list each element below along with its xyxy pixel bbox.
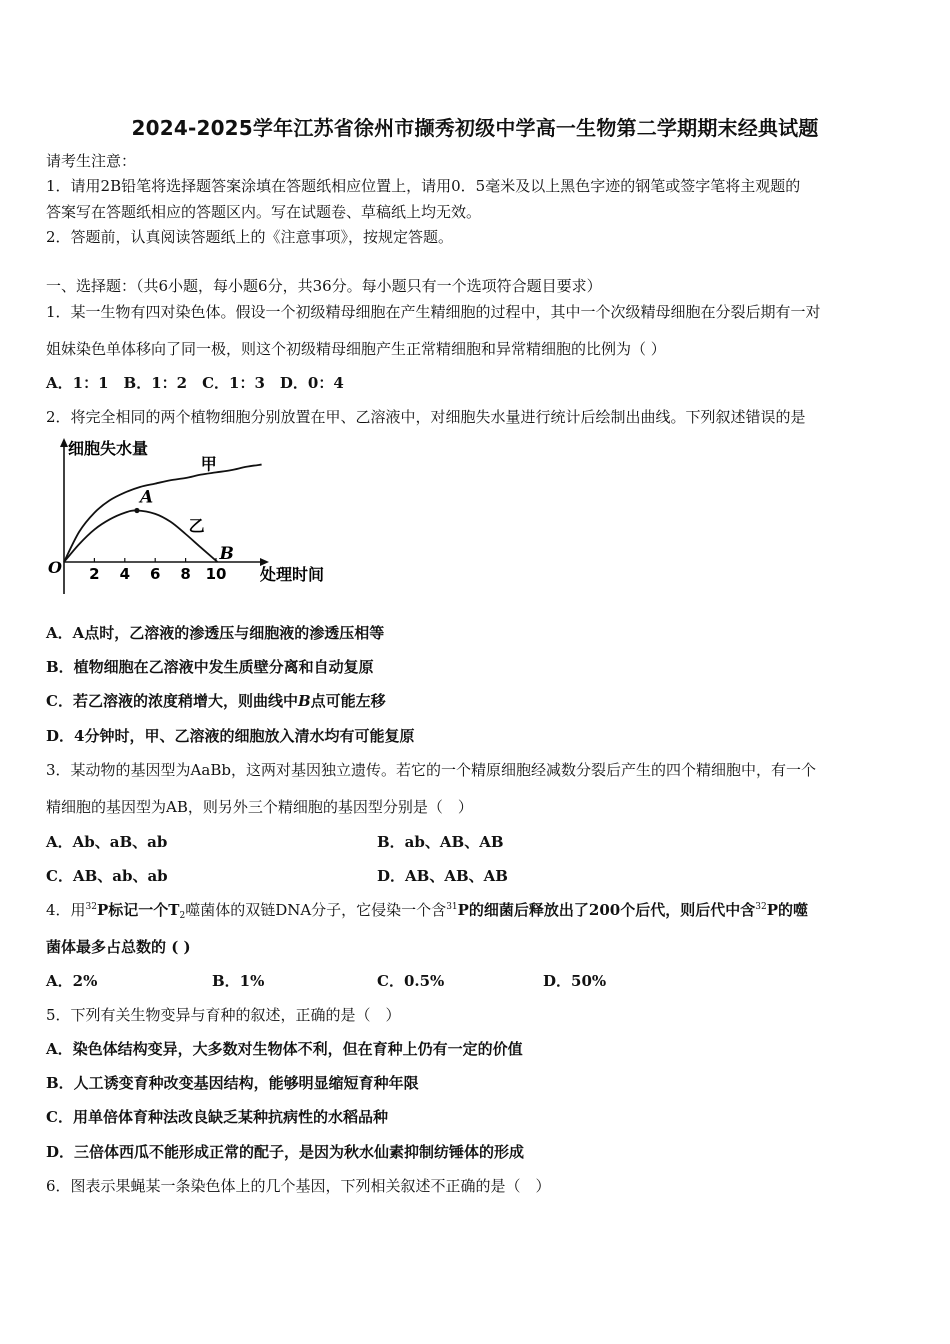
point-a-label: A — [139, 487, 154, 508]
q4-sup-3: 32 — [755, 902, 767, 912]
series-yi-label: 乙 — [188, 516, 205, 536]
page-title: 2024-2025学年江苏省徐州市撷秀初级中学高一生物第二学期期末经典试题 — [131, 116, 819, 140]
question-4-line-1 — [46, 901, 808, 919]
option-c-text-1: C．若乙溶液的浓度稍增大，则曲线中 — [46, 692, 298, 710]
notice-item-1-line-2: 答案写在答题纸相应的答题区内。写在试题卷、草稿纸上均无效。 — [46, 203, 482, 221]
question-3-option-c: C．AB、ab、ab — [46, 867, 168, 885]
water-loss-chart — [44, 434, 344, 600]
question-6-stem: 6．图表示果蝇某一条染色体上的几个基因，下列相关叙述不正确的是（ ） — [46, 1177, 551, 1195]
q4-text-2: P标记一个T — [97, 901, 180, 919]
question-3-option-b: B．ab、AB、AB — [377, 833, 504, 851]
question-1-line-1: 1．某一生物有四对染色体。假设一个初级精母细胞在产生精细胞的过程中，其中一个次级精母细胞在分裂后期有一对 — [46, 303, 821, 321]
question-2-stem: 2．将完全相同的两个植物细胞分别放置在甲、乙溶液中，对细胞失水量进行统计后绘制出曲线。下列叙述错误的是 — [46, 408, 806, 426]
x-tick-label: 6 — [149, 565, 161, 583]
x-tick-label: 2 — [89, 565, 100, 583]
origin-label: O — [48, 558, 62, 577]
question-3-option-a: A．Ab、aB、ab — [46, 833, 168, 851]
question-1-line-2: 姐妹染色单体移向了同一极，则这个初级精母细胞产生正常精细胞和异常精细胞的比例为（ ） — [46, 340, 666, 358]
question-4-option-d: D．50% — [543, 972, 607, 990]
q4-text-5: P的噬 — [766, 901, 808, 919]
point-a-marker — [134, 508, 139, 513]
question-4-option-a: A．2% — [46, 972, 98, 990]
x-tick-label: 4 — [119, 565, 131, 583]
q4-text-1: 4．用 — [46, 901, 86, 919]
question-1-options: A．1：1 B．1：2 C．1：3 D．0：4 — [46, 374, 344, 392]
y-axis-label: 细胞失水量 — [68, 439, 149, 458]
question-2-option-b: B．植物细胞在乙溶液中发生质壁分离和自动复原 — [46, 658, 374, 676]
question-2-option-a: A．A点时，乙溶液的渗透压与细胞液的渗透压相等 — [46, 624, 385, 642]
question-4-line-2: 菌体最多占总数的 ( ) — [46, 938, 191, 956]
series-jia-label: 甲 — [200, 454, 217, 474]
notice-item-1-line-1: 1．请用2B铅笔将选择题答案涂填在答题纸相应位置上，请用0．5毫米及以上黑色字迹的钢笔或签字笔将主观题的 — [46, 177, 801, 195]
x-tick-label: 8 — [180, 565, 191, 583]
question-5-option-b: B．人工诱变育种改变基因结构，能够明显缩短育种年限 — [46, 1074, 419, 1092]
section-heading: 一、选择题：（共6小题，每小题6分，共36分。每小题只有一个选项符合题目要求） — [46, 277, 602, 295]
question-2-option-c — [46, 692, 386, 710]
point-b-label: B — [219, 544, 234, 564]
x-axis-label: 处理时间 — [260, 565, 325, 584]
option-c-text-2: 点可能左移 — [310, 692, 386, 710]
question-4-option-b: B．1% — [212, 972, 265, 990]
q4-text-3: 噬菌体的双链DNA分子，它侵染一个含 — [185, 901, 447, 919]
x-tick-label: 10 — [205, 565, 227, 583]
question-3-line-2: 精细胞的基因型为AB，则另外三个精细胞的基因型分别是（ ） — [46, 798, 473, 816]
y-axis-arrow — [60, 438, 68, 447]
q4-sup-1: 32 — [85, 902, 97, 912]
notice-heading: 请考生注意： — [46, 152, 137, 170]
question-3-option-d: D．AB、AB、AB — [377, 867, 508, 885]
notice-item-2: 2．答题前，认真阅读答题纸上的《注意事项》，按规定答题。 — [46, 228, 454, 246]
question-5-option-c: C．用单倍体育种法改良缺乏某种抗病性的水稻品种 — [46, 1108, 388, 1126]
question-5-stem: 5．下列有关生物变异与育种的叙述，正确的是（ ） — [46, 1006, 401, 1024]
question-5-option-d: D．三倍体西瓜不能形成正常的配子，是因为秋水仙素抑制纺锤体的形成 — [46, 1143, 525, 1161]
question-3-line-1: 3．某动物的基因型为AaBb，这两对基因独立遗传。若它的一个精原细胞经减数分裂后产生的四个精细胞中，有一个 — [46, 761, 816, 779]
question-2-option-d: D．4分钟时，甲、乙溶液的细胞放入清水均有可能复原 — [46, 727, 415, 745]
option-c-italic-b: B — [297, 692, 311, 710]
question-4-option-c: C．0.5% — [377, 972, 445, 990]
q4-sub-1: 2 — [179, 911, 186, 921]
q4-text-4: P的细菌后释放出了200个后代，则后代中含 — [457, 901, 756, 919]
q4-sup-2: 31 — [446, 902, 458, 912]
question-5-option-a: A．染色体结构变异，大多数对生物体不利，但在育种上仍有一定的价值 — [46, 1040, 523, 1058]
